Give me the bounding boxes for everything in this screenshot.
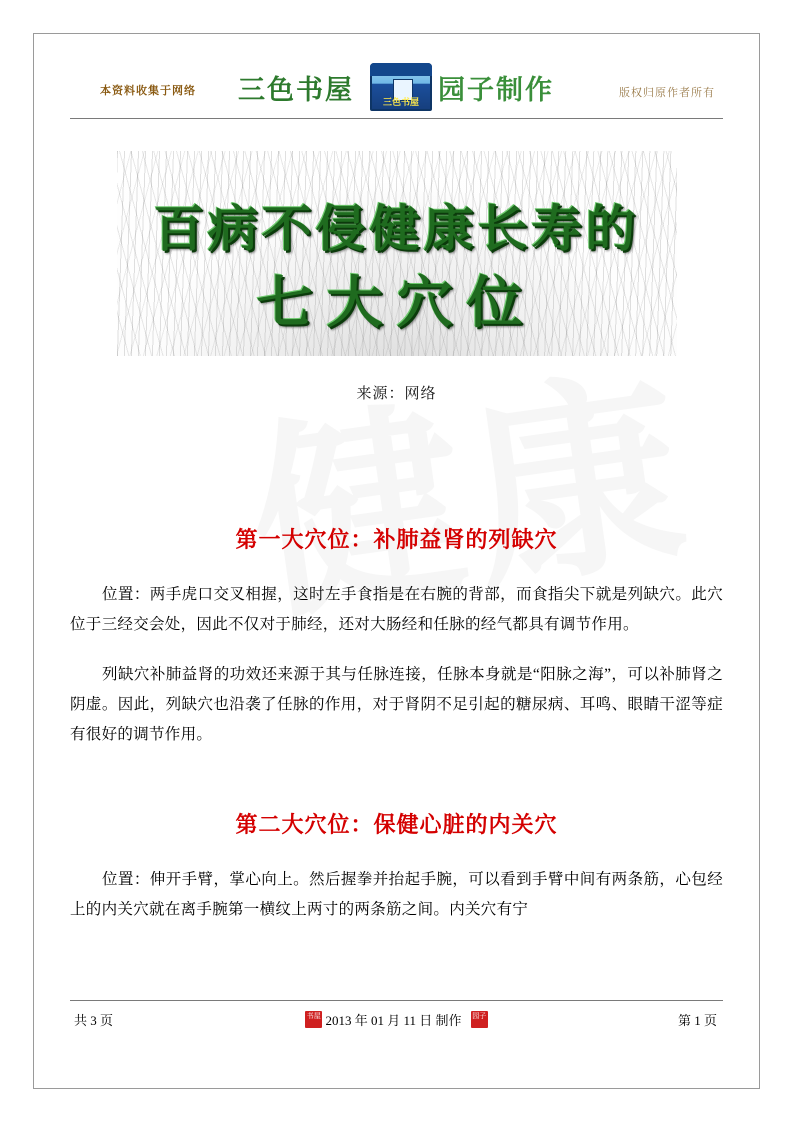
bookhouse-logo-icon — [370, 63, 432, 111]
source-line: 来源：网络 — [356, 386, 437, 402]
header-brand-title: 三色书屋 — [238, 75, 354, 105]
document-header — [70, 60, 723, 119]
title-artwork — [117, 151, 677, 356]
header-maker-title: 园子制作 — [438, 75, 554, 105]
footer-date: 2013 年 01 月 11 日 制作 — [325, 1013, 462, 1028]
document-body — [70, 523, 723, 925]
title-line-2: 七大穴位 — [256, 273, 537, 335]
section-heading-2: 第二大穴位：保健心脏的内关穴 — [235, 812, 558, 837]
section-2-paragraph-1: 位置：伸开手臂，掌心向上。然后握拳并抬起手腕，可以看到手臂中间有两条筋，心包经上的内关穴就在离手腕第一横纹上两寸的两条筋之间。内关穴有宁 — [70, 871, 723, 918]
page-content — [70, 60, 723, 1060]
title-line-1: 百病不侵健康长寿的 — [153, 201, 640, 257]
section-heading-1: 第一大穴位：补肺益肾的列缺穴 — [235, 527, 558, 552]
section-1-paragraph-1: 位置：两手虎口交叉相握，这时左手食指是在右腕的背部，而食指尖下就是列缺穴。此穴位于三经交会处，因此不仅对于肺经，还对大肠经和任脉的经气都具有调节作用。 — [70, 586, 723, 633]
document-footer — [70, 1000, 723, 1028]
header-left-note: 本资料收集于网络 — [100, 85, 196, 97]
footer-total-pages: 共 3 页 — [74, 1013, 114, 1028]
seal-left-icon: 书屋 — [305, 1011, 322, 1028]
section-1-paragraph-2: 列缺穴补肺益肾的功效还来源于其与任脉连接，任脉本身就是“阳脉之海”，可以补肺肾之阴虚。因此，列缺穴也沿袭了任脉的作用，对于肾阴不足引起的糖尿病、耳鸣、眼睛干涩等症有很好的调节作用。 — [70, 666, 723, 743]
seal-right-icon: 园子 — [471, 1011, 488, 1028]
logo-label: 三色书屋 — [382, 97, 419, 107]
footer-page-number: 第 1 页 — [677, 1013, 717, 1028]
header-right-note: 版权归原作者所有 — [619, 87, 715, 99]
logo-roof-shape — [370, 63, 432, 76]
footer-center-group — [70, 1010, 723, 1029]
